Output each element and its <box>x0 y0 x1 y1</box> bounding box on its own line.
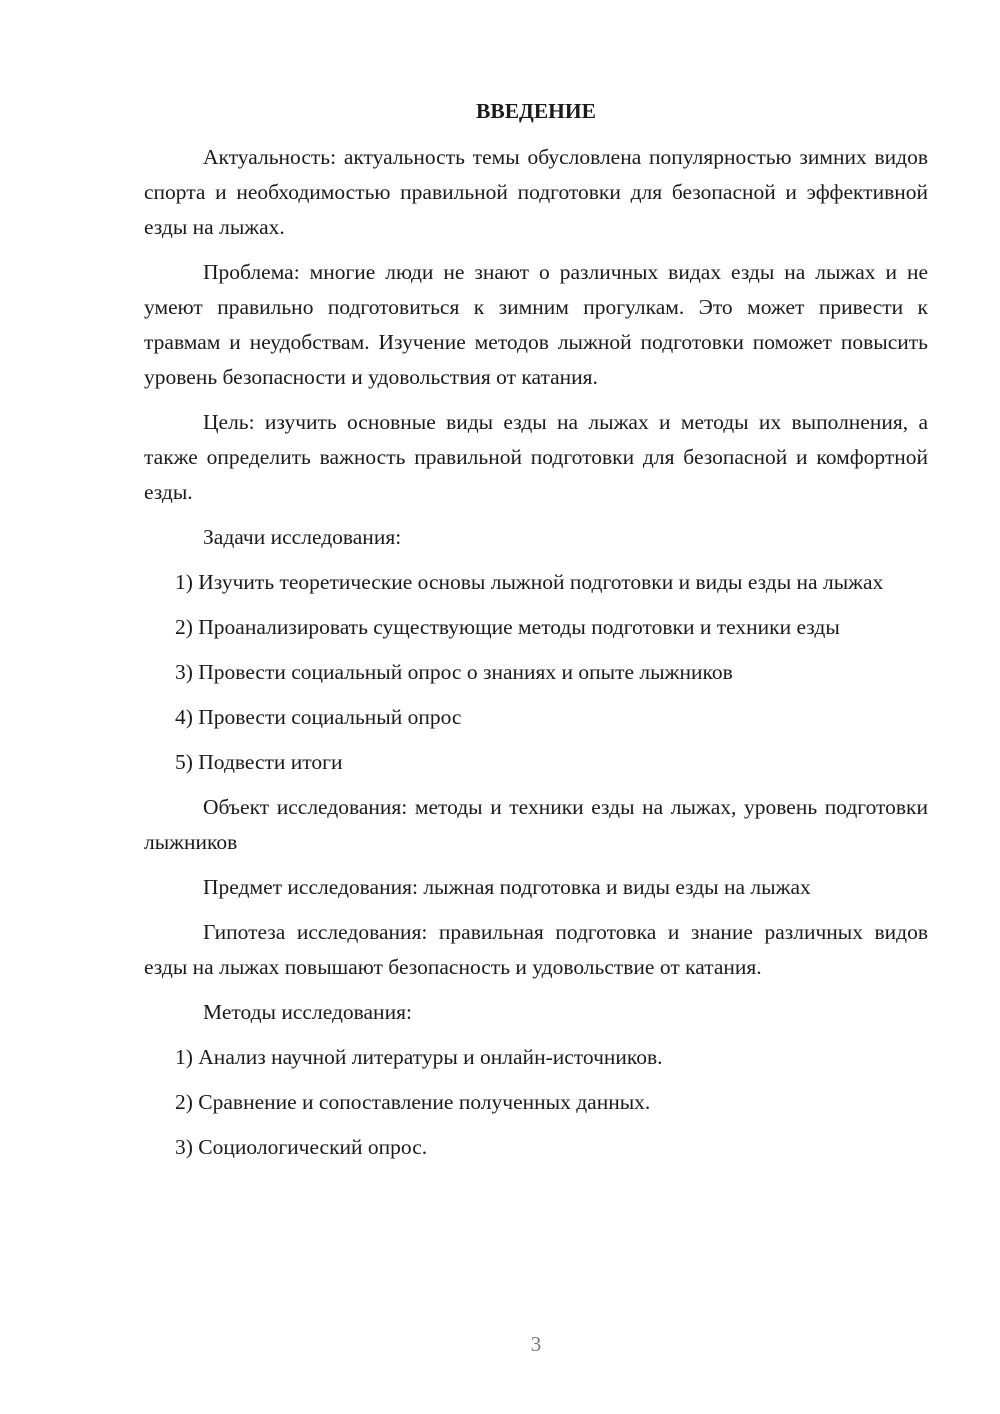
paragraph-goal: Цель: изучить основные виды езды на лыжах и методы их выполнения, а также определить важность правильной подготовки для безопасной и комфортной езды. <box>144 410 928 504</box>
method-item-2: 2) Сравнение и сопоставление полученных данных. <box>175 1090 651 1114</box>
task-item-2: 2) Проанализировать существующие методы подготовки и техники езды <box>175 615 840 639</box>
method-item-3: 3) Социологический опрос. <box>175 1135 428 1159</box>
task-item-1: 1) Изучить теоретические основы лыжной подготовки и виды езды на лыжах <box>175 570 884 594</box>
paragraph-relevance: Актуальность: актуальность темы обусловлена популярностью зимних видов спорта и необходимостью правильной подготовки для безопасной и эффективной езды на лыжах. <box>144 145 928 239</box>
task-item-5: 5) Подвести итоги <box>175 750 343 774</box>
paragraph-subject: Предмет исследования: лыжная подготовка и виды езды на лыжах <box>203 875 811 899</box>
method-item-1: 1) Анализ научной литературы и онлайн-источников. <box>175 1045 663 1069</box>
paragraph-methods-heading: Методы исследования: <box>203 1000 412 1024</box>
page-number: 3 <box>530 1332 542 1356</box>
paragraph-problem: Проблема: многие люди не знают о различных видах езды на лыжах и не умеют правильно подготовиться к зимним прогулкам. Это может привести к травмам и неудобствам. Изучение методов лыжной подготовки поможет повысить уровень безопасности и удовольствия от катания. <box>144 260 928 389</box>
task-item-4: 4) Провести социальный опрос <box>175 705 462 729</box>
section-title: ВВЕДЕНИЕ <box>476 99 596 123</box>
document-page <box>144 96 928 1175</box>
task-item-3: 3) Провести социальный опрос о знаниях и опыте лыжников <box>175 660 733 684</box>
paragraph-tasks-heading: Задачи исследования: <box>203 525 402 549</box>
paragraph-object: Объект исследования: методы и техники езды на лыжах, уровень подготовки лыжников <box>144 795 928 854</box>
paragraph-hypothesis: Гипотеза исследования: правильная подготовка и знание различных видов езды на лыжах повышают безопасность и удовольствие от катания. <box>144 920 928 979</box>
